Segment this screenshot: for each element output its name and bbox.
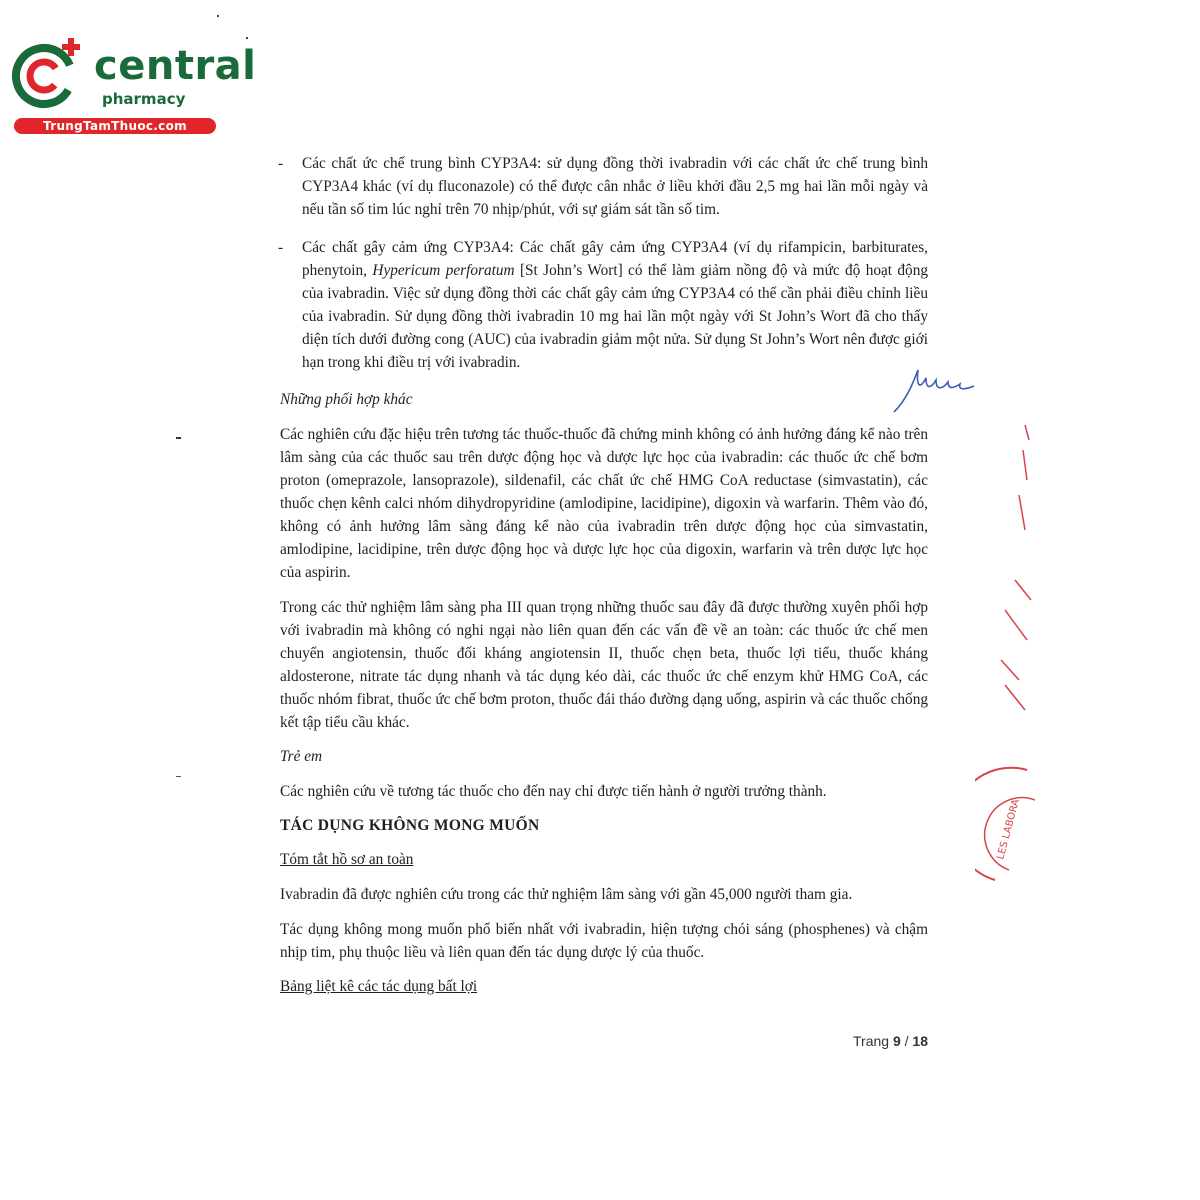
section-title-children: Trẻ em — [280, 748, 323, 765]
logo-website-link[interactable]: TrungTamThuoc.com — [14, 118, 216, 134]
bullet-cyp3a4-inducers — [280, 236, 928, 374]
paragraph: Ivabradin đã được nghiên cứu trong các thử nghiệm lâm sàng với gần 45,000 người tham gia. — [280, 886, 853, 903]
bullet-dash: - — [278, 155, 284, 172]
page-current: 9 — [892, 1033, 901, 1049]
scan-mark — [176, 776, 181, 777]
document-body — [280, 152, 928, 1010]
page-label: Trang — [853, 1033, 890, 1049]
page-number — [853, 1033, 928, 1049]
logo-name: central — [94, 43, 257, 89]
bullet-text — [302, 152, 928, 221]
page-separator: / — [904, 1033, 909, 1049]
central-pharmacy-logo — [8, 36, 257, 136]
paragraph: Các nghiên cứu về tương tác thuốc cho đến nay chỉ được tiến hành ở người trưởng thành. — [280, 783, 827, 800]
bullet-dash: - — [278, 239, 284, 256]
paragraph: Trong các thử nghiệm lâm sàng pha III quan trọng những thuốc sau đây đã được thường xuyên phối hợp với ivabradin mà không có nghi ngại nào liên quan đến các vấn đề về an toàn: các thuốc ức chế men chuyển angiotensin, thuốc đối kháng angiotensin II, thuốc chẹn beta, thuốc lợi tiểu, thuốc kháng aldosterone, nitrate tác dụng nhanh và tác dụng kéo dài, các thuốc ức chế enzym khử HMG CoA, các thuốc nhóm fibrat, thuốc ức chế bơm proton, thuốc đái tháo đường dạng uống, aspirin và các thuốc chống kết tập tiểu cầu khác. — [280, 599, 928, 731]
scan-mark — [246, 37, 248, 39]
bullet-text-part: Các chất gây cảm ứng CYP3A4: Các chất gây cảm ứng CYP3A4 (ví dụ rifampicin, barbiturates, phenytoin, — [302, 239, 928, 279]
bullet-line: bình CYP3A4 khác (ví dụ fluconazole) có thể được cân nhắc ở liều khởi đầu 2,5 mg hai lần — [302, 155, 928, 195]
section-heading-adverse-effects: TÁC DỤNG KHÔNG MONG MUỐN — [280, 817, 540, 834]
bullet-cyp3a4-inhibitors — [280, 152, 928, 221]
stamp-fragment — [975, 420, 1035, 900]
bullet-line: Các chất ức chế trung bình CYP3A4: sử dụng đồng thời ivabradin với các chất ức chế trung — [302, 155, 901, 172]
logo-subtitle: pharmacy — [102, 90, 186, 108]
bullet-italic-term: Hypericum perforatum — [372, 262, 515, 279]
paragraph: Các nghiên cứu đặc hiệu trên tương tác thuốc-thuốc đã chứng minh không có ảnh hưởng đáng kể nào trên lâm sàng của các thuốc sau trên dược động học và dược lực học của ivabradin: các thuốc ức chế bơm proton (omeprazole, lansoprazole), sildenafil, các chất ức chế HMG CoA reductase (simvastatin), các thuốc chẹn kênh calci nhóm dihydropyridine (amlodipine, lacidipine), digoxin và warfarin. Thêm vào đó, không có ảnh hưởng lâm sàng đáng kể nào của ivabradin trên dược động học của simvastatin, amlodipine, lacidipine, trên dược động học và dược lực học của digoxin, warfarin và trên dược lực học của aspirin. — [280, 426, 928, 581]
bullet-line: mỗi ngày và nếu tần số tim lúc nghỉ trên 70 nhịp/phút, với sự giám sát tần số tim. — [302, 178, 928, 218]
page-total: 18 — [912, 1033, 928, 1049]
bullet-text-part: [St John’s Wort] có thể làm giảm nồng độ và mức độ hoạt động của ivabradin. Việc sử dụng đồng thời các chất gây cảm ứng CYP3A4 có thể cần phải điều chỉnh liều của ivabradin. Sử dụng đồng thời ivabradin 10 mg hai lần một ngày với St John’s Wort đã cho thấy diện tích dưới đường cong (AUC) của ivabradin giảm một nửa. Sử dụng St John’s Wort nên được giới hạn trong khi điều trị với ivabradin. — [302, 262, 929, 371]
svg-text:LES LABORA: LES LABORA — [995, 798, 1022, 861]
scan-mark — [176, 437, 181, 439]
scan-mark — [217, 15, 219, 17]
paragraph: Tác dụng không mong muốn phổ biến nhất với ivabradin, hiện tượng chói sáng (phosphenes) và chậm nhịp tim, phụ thuộc liều và liên quan đến tác dụng dược lý của thuốc. — [280, 921, 928, 961]
section-title-other-combinations: Những phối hợp khác — [280, 391, 413, 408]
bullet-text — [302, 236, 928, 374]
subsection-title-adverse-table: Bảng liệt kê các tác dụng bất lợi — [280, 978, 478, 995]
subsection-title-safety-summary: Tóm tắt hồ sơ an toàn — [280, 851, 414, 868]
pharmacy-logo-icon — [8, 36, 92, 116]
